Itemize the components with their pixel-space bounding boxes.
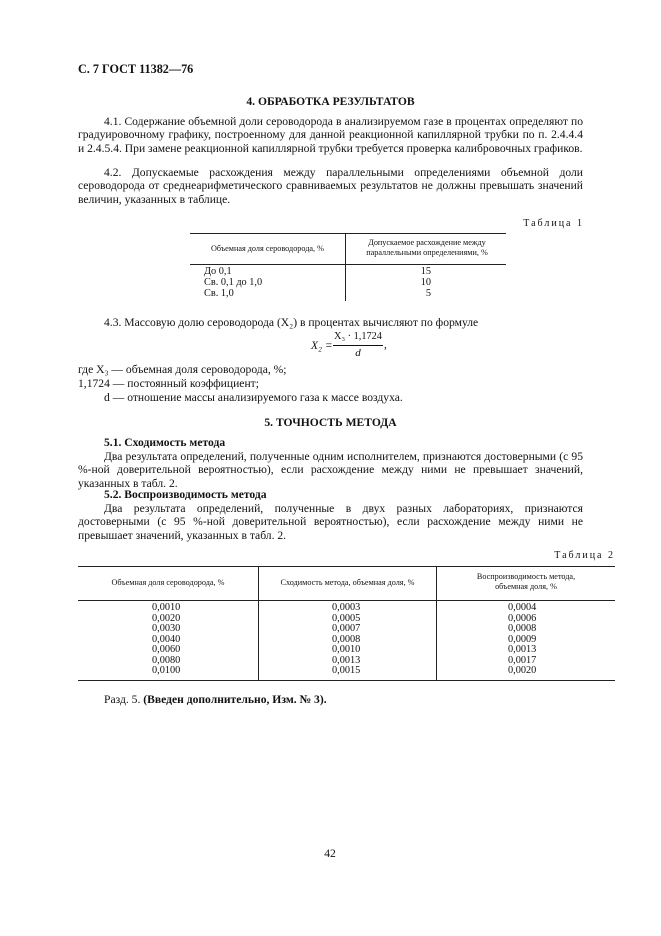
where-line-3: d — отношение массы анализируемого газа к массе воздуха. (104, 391, 403, 404)
table2-cell: 0,0030 (152, 623, 181, 634)
formula-fraction-bar (333, 345, 383, 346)
table2-caption: Таблица 2 (554, 550, 615, 561)
table2-cell: 0,0009 (508, 633, 537, 645)
table2-cell: 0,0008 (332, 633, 361, 645)
formula-numerator: X₃ · 1,1724 (334, 331, 382, 342)
table2-cell: 0,0015 (332, 665, 361, 676)
running-header: С. 7 ГОСТ 11382—76 (78, 62, 194, 76)
table2-cell: 0,0013 (332, 654, 361, 666)
subsection-5-2-title: 5.2. Воспроизводимость метода (104, 488, 267, 501)
amendment-note (104, 693, 327, 706)
paragraph-4-3: 4.3. Массовую долю сероводорода (X₂) в процентах вычисляют по формуле (104, 316, 479, 329)
table1-row-value: 5 (425, 288, 431, 299)
table2-cell: 0,0005 (332, 612, 361, 624)
table2-header-col3: Воспроизводимость метода, объемная доля, % (476, 572, 576, 591)
table1-row-value: 15 (420, 266, 431, 277)
subsection-5-1-text: Два результата определений, полученные одним исполнителем, признаются достоверными (с 95 %-ной доверительной вероятностью), если расхождение между ними не превышает значений, указанных в табл. 2. (78, 450, 583, 490)
table2-header-col2: Сходимость метода, объемная доля, % (280, 578, 415, 587)
table2-cell: 0,0010 (332, 644, 361, 655)
table2-cell: 0,0040 (152, 633, 181, 645)
paragraph-4-2: 4.2. Допускаемые расхождения между параллельными определениями объемной доли сероводорода от среднеарифметического сравниваемых результатов не должны превышать значений величин, указанных в таблице. (78, 166, 583, 206)
table2-cell: 0,0010 (152, 602, 181, 613)
amendment-note-prefix: Разд. 5. (104, 693, 141, 706)
table1-header-col1: Объемная доля сероводорода, % (211, 244, 324, 253)
table2-cell: 0,0008 (508, 623, 537, 634)
paragraph-4-1: 4.1. Содержание объемной доли сероводорода в анализируемом газе в процентах определяют по градуировочному графику, построенному для данной реакционной капиллярной трубки по п. 2.4.4.4 и 2.4.5.4. При замене реакционной капиллярной трубки требуется проверка калибровочных графиков. (78, 115, 583, 155)
table1-header-col2: Допускаемое расхождение между параллельными определениями, % (366, 238, 488, 257)
table1-row-label: Св. 1,0 (204, 288, 234, 299)
table2-cell: 0,0060 (152, 644, 181, 655)
table2-header-col1: Объемная доля сероводорода, % (111, 578, 225, 587)
amendment-note-bold: (Введен дополнительно, Изм. № 3). (143, 693, 327, 706)
table2-cell: 0,0013 (508, 644, 537, 655)
where-line-1: где X₃ — объемная доля сероводорода, %; (78, 363, 287, 376)
table1-row-label: Св. 0,1 до 1,0 (204, 277, 263, 288)
table1-row-label: До 0,1 (204, 266, 232, 277)
page-number: 42 (324, 847, 336, 860)
formula-lhs: X₂ = (311, 340, 333, 352)
formula-comma: , (384, 339, 387, 351)
subsection-5-2-text: Два результата определений, полученные в двух разных лабораториях, признаются достоверными (с 95 %-ной доверительной вероятностью), если расхождение между ними не превышает значений, указанных в табл. 2. (78, 502, 583, 542)
table2-cell: 0,0003 (332, 602, 361, 613)
table2-cell: 0,0080 (152, 654, 181, 666)
formula-denominator: d (355, 347, 361, 359)
where-line-2: 1,1724 — постоянный коэффициент; (78, 377, 259, 390)
table2-cell: 0,0020 (508, 665, 537, 676)
table2-cell: 0,0100 (152, 665, 181, 676)
subsection-5-1-title: 5.1. Сходимость метода (104, 436, 226, 449)
table2-cell: 0,0020 (152, 612, 181, 624)
table1-row-value: 10 (420, 277, 431, 288)
table2-cell: 0,0017 (508, 654, 537, 666)
table2-cell: 0,0004 (508, 602, 537, 613)
section4-title: 4. ОБРАБОТКА РЕЗУЛЬТАТОВ (246, 95, 415, 108)
section5-title: 5. ТОЧНОСТЬ МЕТОДА (264, 416, 397, 429)
table2-cell: 0,0007 (332, 623, 361, 634)
table2-cell: 0,0006 (508, 612, 537, 624)
table1-caption: Таблица 1 (523, 218, 584, 229)
